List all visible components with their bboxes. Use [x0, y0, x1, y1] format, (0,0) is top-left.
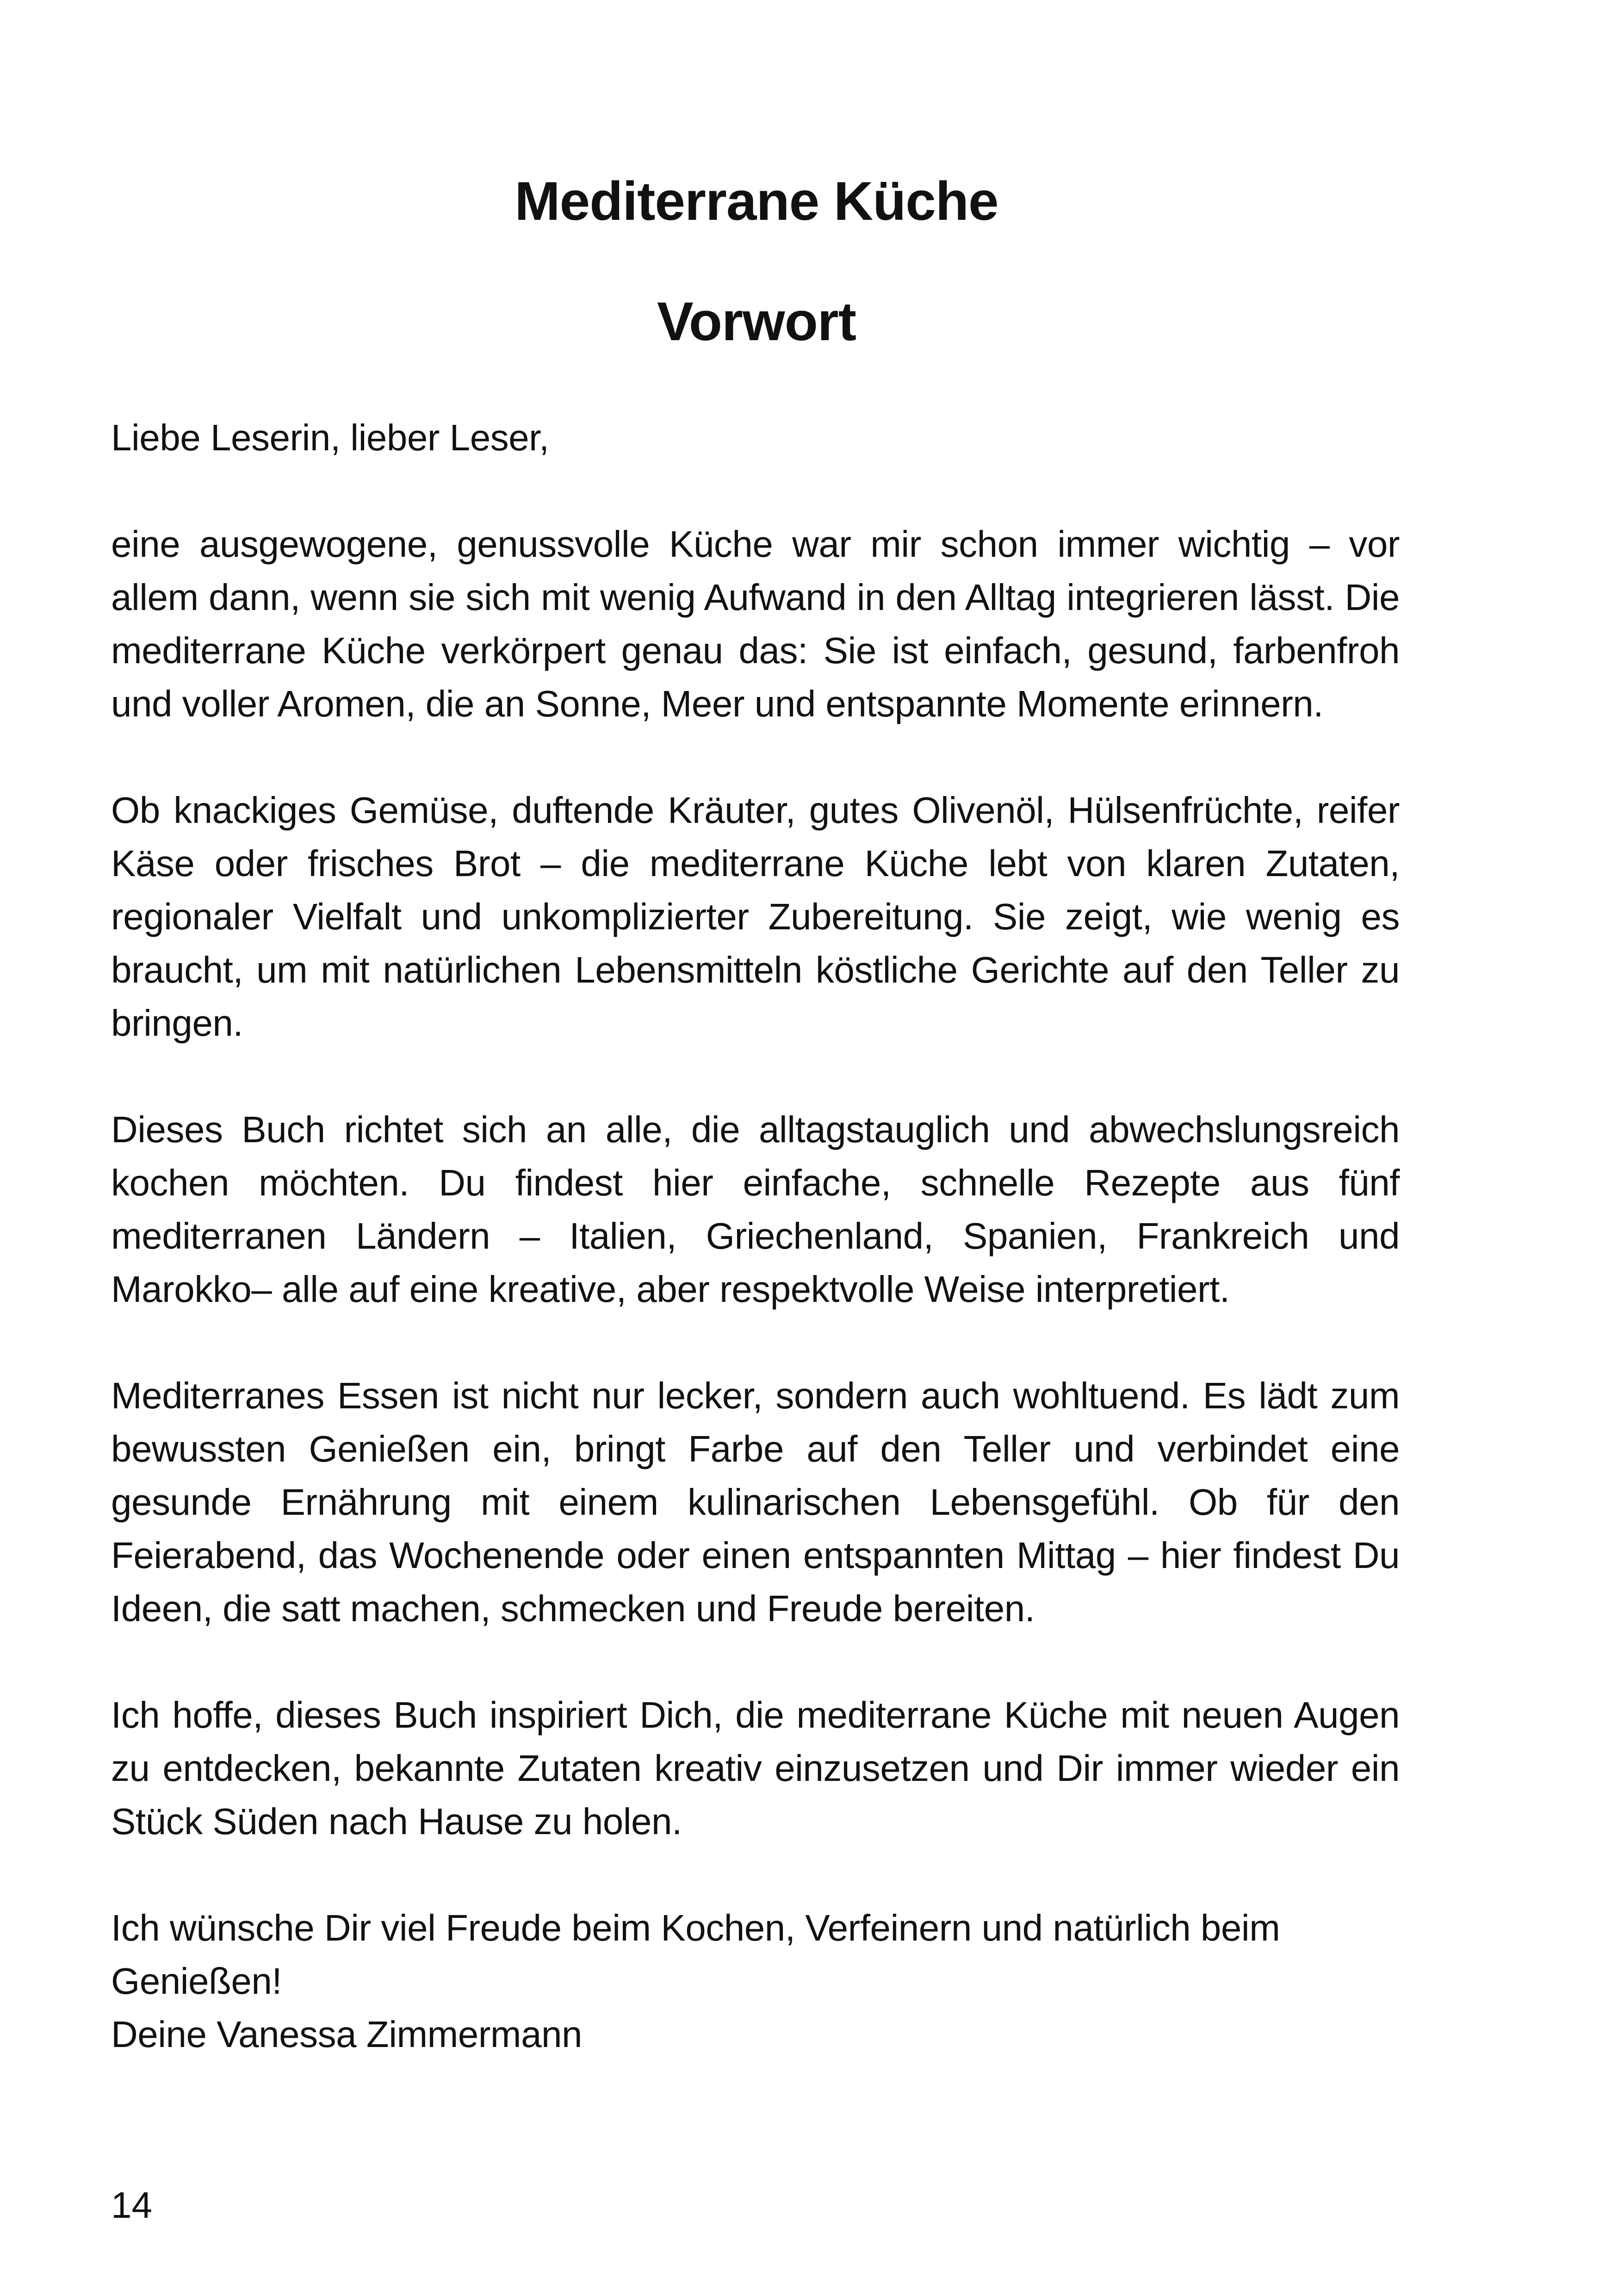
paragraph: Dieses Buch richtet sich an alle, die alltagstauglich und abwechslungsreich kochen möchten. Du findest hier einfache, schnelle Rezepte aus fünf mediterranen Ländern – Italien, Griechenland, Spanien, Frankreich und Marokko– alle auf eine kreative, aber respektvolle Weise interpretiert.	[111, 1109, 1400, 1310]
paragraph: Ob knackiges Gemüse, duftende Kräuter, gutes Olivenöl, Hülsenfrüchte, reifer Käse oder frisches Brot – die mediterrane Küche lebt von klaren Zutaten, regionaler Vielfalt und unkomplizierter Zubereitung. Sie zeigt, wie wenig es braucht, um mit natürlichen Lebensmitteln köstliche Gerichte auf den Teller zu bringen.	[111, 790, 1400, 1044]
paragraph: eine ausgewogene, genussvolle Küche war mir schon immer wichtig – vor allem dann, wenn sie sich mit wenig Aufwand in den Alltag integrieren lässt. Die mediterrane Küche verkörpert genau das: Sie ist einfach, gesund, farbenfroh und voller Aromen, die an Sonne, Meer und entspannte Momente erinnern.	[111, 523, 1400, 724]
closing-line: Ich wünsche Dir viel Freude beim Kochen, Verfeinern und natürlich beim Genießen!	[111, 1907, 1280, 2002]
paragraph: Ich hoffe, dieses Buch inspiriert Dich, die mediterrane Küche mit neuen Augen zu entdecken, bekannte Zutaten kreativ einzusetzen und Dir immer wieder ein Stück Süden nach Hause zu holen.	[111, 1694, 1400, 1842]
chapter-title: Vorwort	[657, 291, 856, 352]
paragraph: Mediterranes Essen ist nicht nur lecker, sondern auch wohltuend. Es lädt zum bewussten Genießen ein, bringt Farbe auf den Teller und verbindet eine gesunde Ernährung mit einem kulinarischen Lebensgefühl. Ob für den Feierabend, das Wochenende oder einen entspannten Mittag – hier findest Du Ideen, die satt machen, schmecken und Freude bereiten.	[111, 1375, 1400, 1629]
body-text	[111, 411, 1400, 2061]
salutation: Liebe Leserin, lieber Leser,	[111, 417, 549, 458]
page-number: 14	[111, 2184, 152, 2226]
book-title: Mediterrane Küche	[515, 171, 998, 232]
signature: Deine Vanessa Zimmermann	[111, 2014, 583, 2055]
